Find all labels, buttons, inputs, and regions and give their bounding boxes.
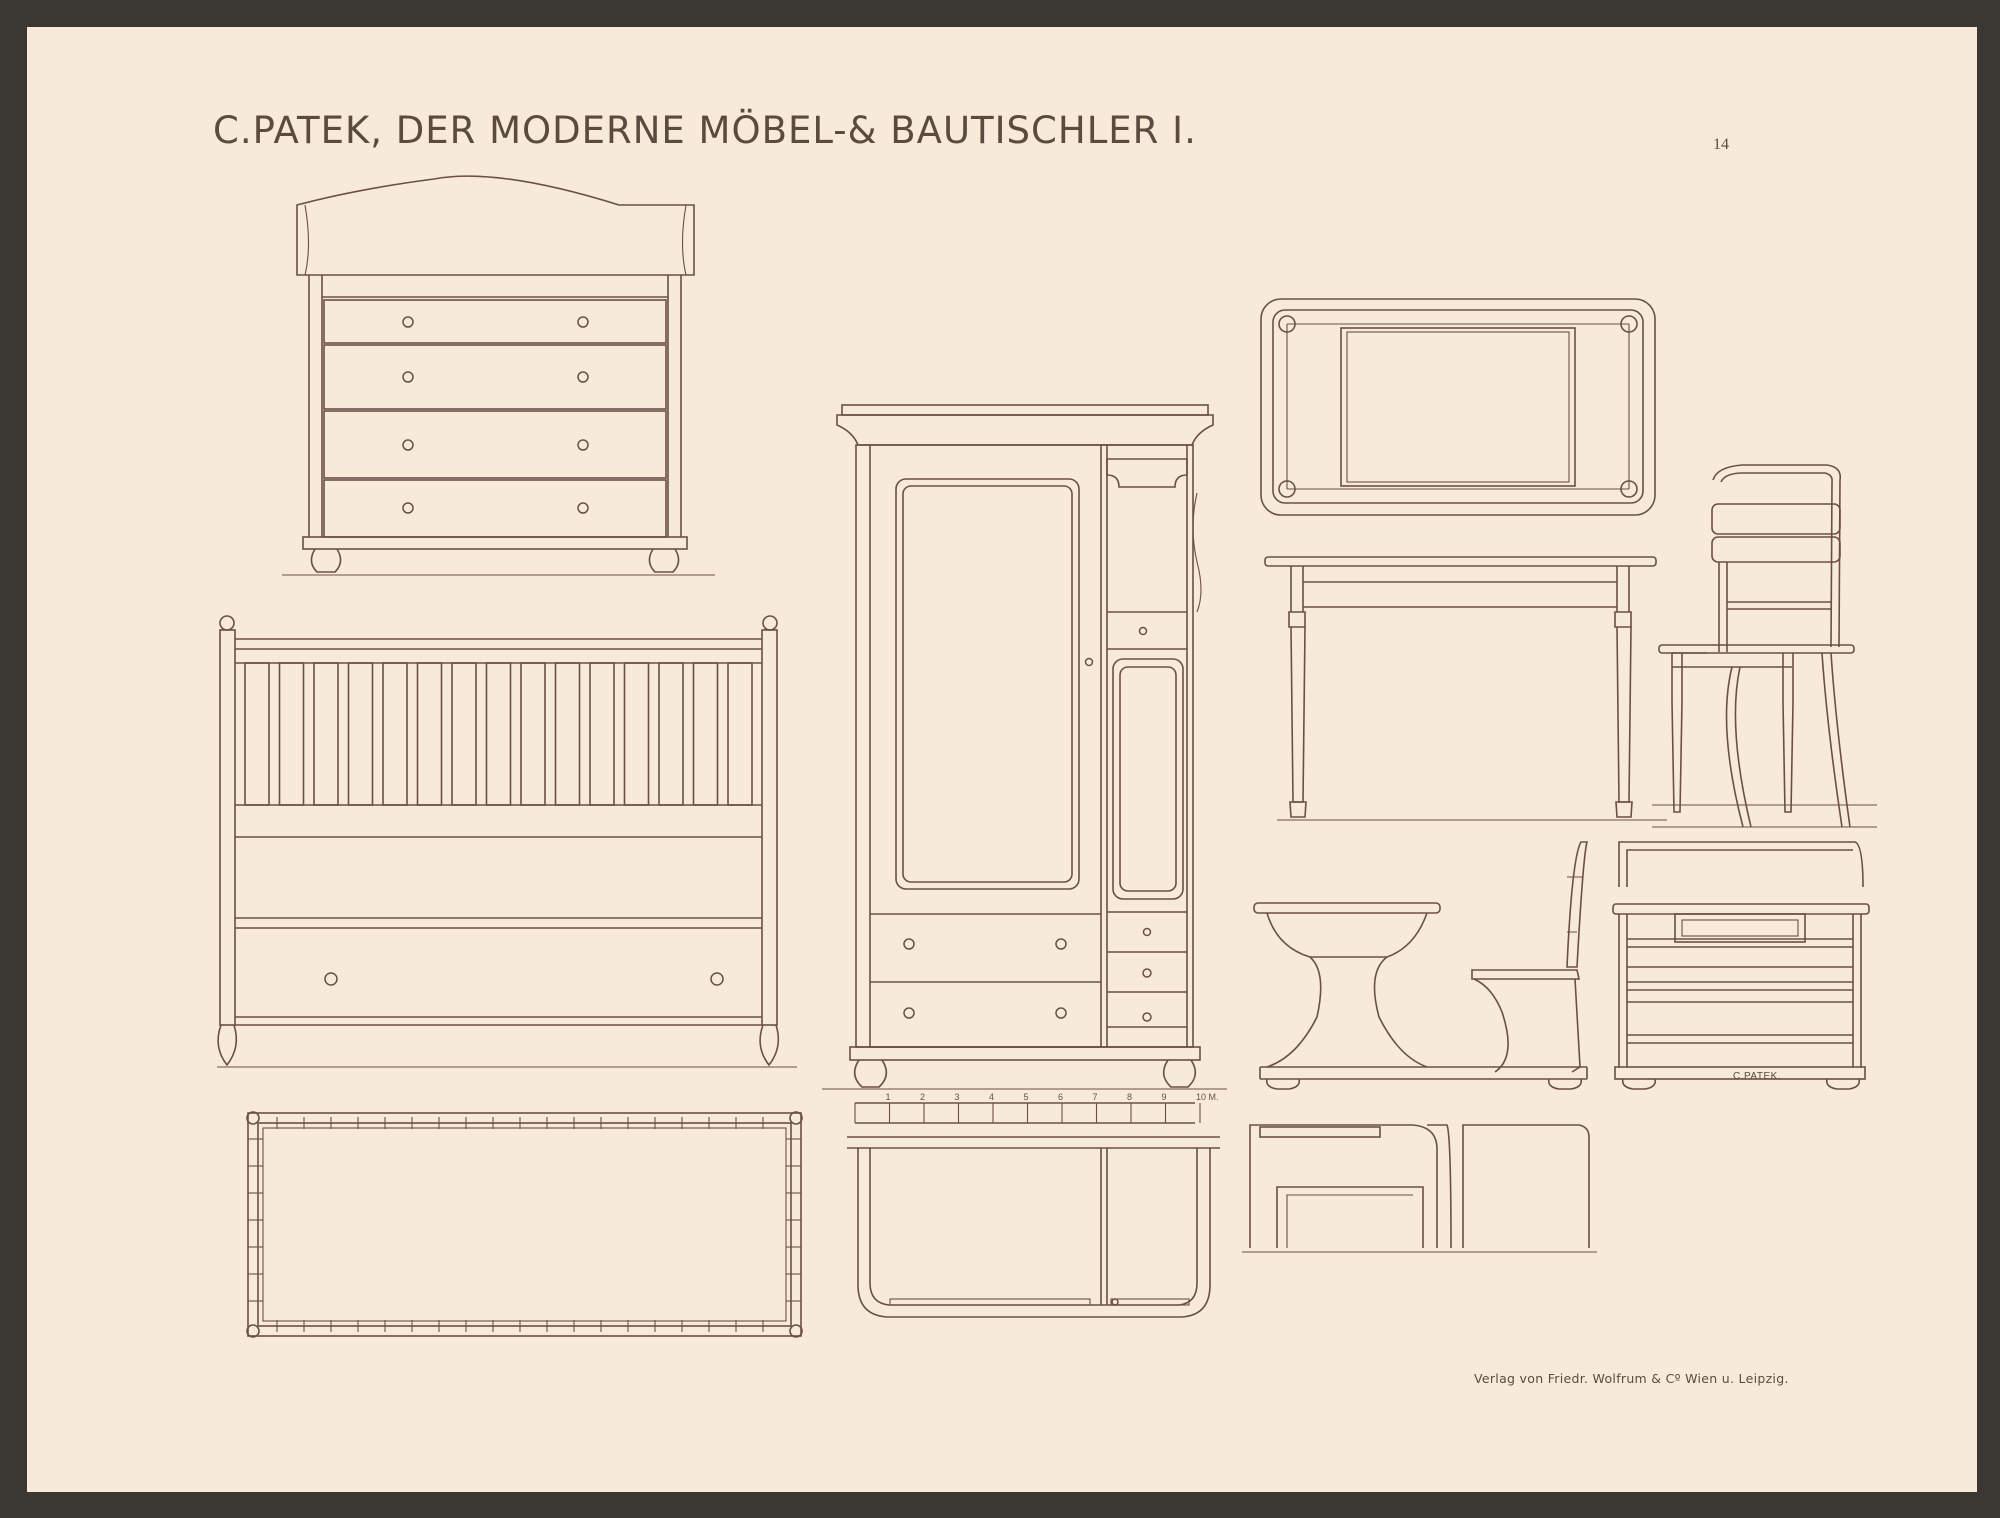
school-desk-plan [1242,1125,1597,1252]
table-plan [1261,299,1655,515]
scale-tick-label: 9 [1161,1092,1167,1102]
crib-slat [418,663,442,805]
crib-slat [349,663,373,805]
publisher-imprint: Verlag von Friedr. Wolfrum & Cº Wien u. Leipzig. [1474,1371,1789,1386]
scale-bar [855,1092,1219,1123]
scale-tick-label: 1 [885,1092,891,1102]
scale-tick-label: 3 [954,1092,960,1102]
wardrobe-elevation [822,405,1227,1089]
crib-slat [245,663,269,805]
scale-tick-label: 5 [1023,1092,1029,1102]
chest-of-drawers-elevation [282,176,715,575]
crib-slat [625,663,649,805]
crib-slat [590,663,614,805]
crib-elevation [217,616,797,1067]
wardrobe-plan [847,1137,1220,1317]
scale-tick-label: 7 [1092,1092,1098,1102]
crib-slat [314,663,338,805]
crib-slat [659,663,683,805]
scale-tick-label: 10 M. [1196,1092,1219,1102]
scale-tick-label: 6 [1058,1092,1064,1102]
crib-plan [247,1112,802,1337]
plate-title: C.PATEK, DER MODERNE MÖBEL-& BAUTISCHLER I. [213,109,1197,152]
crib-slat [280,663,304,805]
scale-tick-label: 4 [989,1092,995,1102]
washstand-elevation [1613,842,1869,1089]
scale-tick-label: 2 [920,1092,926,1102]
table-elevation [1265,557,1667,820]
crib-slat [694,663,718,805]
crib-slat [452,663,476,805]
plate-sheet [27,27,1977,1492]
artist-signature: C.PATEK. [1733,1071,1782,1082]
crib-slat [556,663,580,805]
furniture-drawings [27,27,1977,1492]
crib-slat [487,663,511,805]
crib-slat [383,663,407,805]
crib-slat [728,663,752,805]
chair-elevation [1652,465,1877,827]
scale-tick-label: 8 [1127,1092,1133,1102]
plate-number: 14 [1713,136,1729,153]
crib-slat [521,663,545,805]
school-desk-elevation [1254,842,1587,1089]
